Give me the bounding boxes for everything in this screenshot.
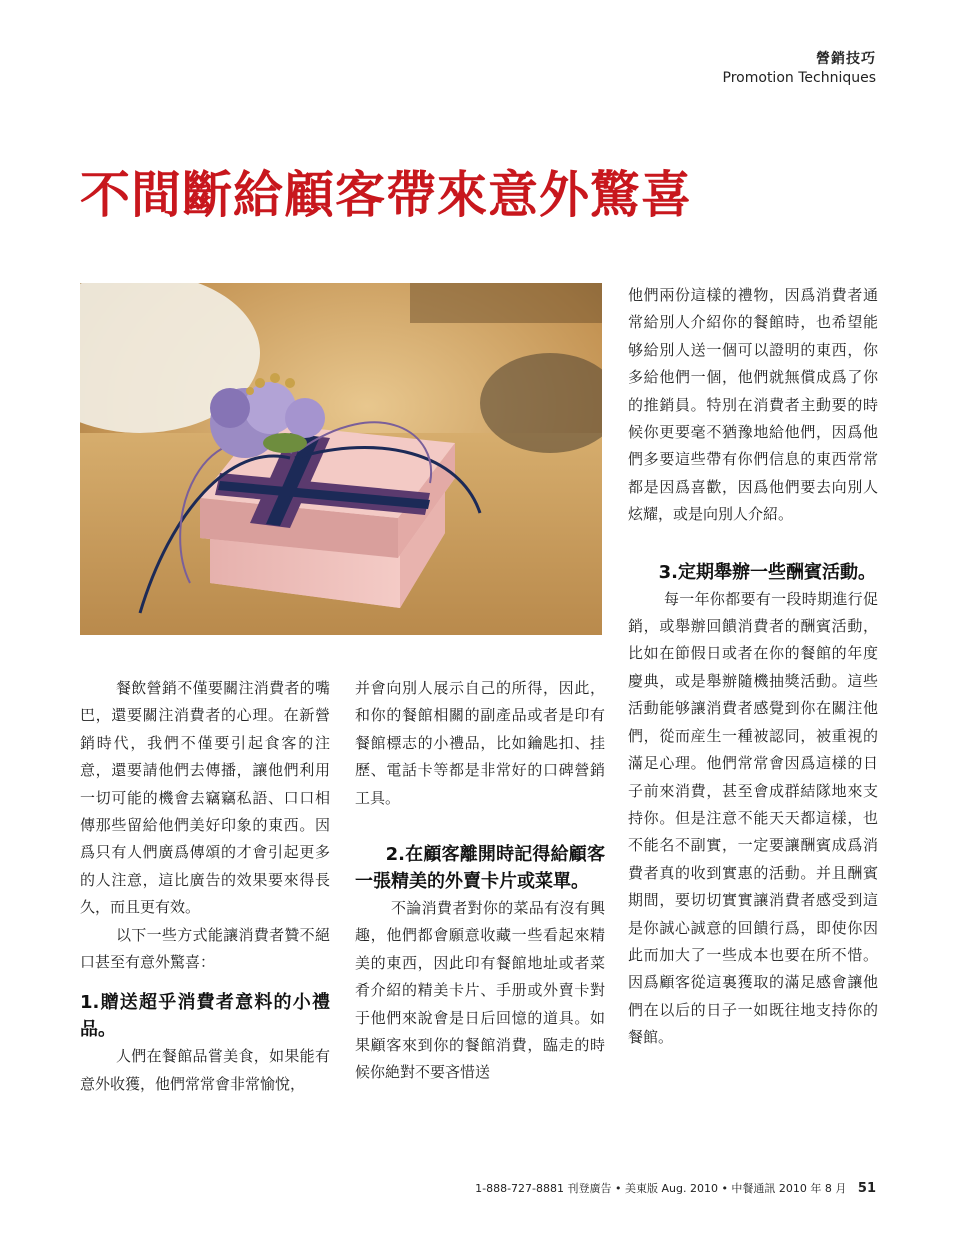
article-column-1 [80, 675, 330, 1098]
article-column-3 [628, 282, 878, 1052]
footer-text: 1-888-727-8881 刊登廣告 • 美東版 Aug. 2010 • 中餐通訊 2010 年 8 月 [475, 1182, 847, 1195]
section-label-english: Promotion Techniques [722, 70, 876, 86]
subheading-2: 2.在顧客離開時記得給顧客一張精美的外賣卡片或菜單。 [355, 844, 605, 893]
subheading-1: 1.贈送超乎消費者意料的小禮品。 [80, 992, 330, 1041]
article-title: 不間斷給顧客帶來意外驚喜 [80, 165, 692, 224]
paragraph: 不論消費者對你的菜品有沒有興趣，他們都會願意收藏一些看起來精美的東西，因此印有餐館地址或者菜肴介紹的精美卡片、手册或外賣卡對于他們來說會是日后回憶的道具。如果顧客來到你的餐館消費，臨走的時候你絶對不要吝惜送 [355, 899, 605, 1082]
gift-box-photo [80, 283, 602, 635]
section-label [723, 50, 876, 88]
subheading-3: 3.定期舉辦一些酬賓活動。 [658, 561, 876, 583]
section-label-chinese: 營銷技巧 [816, 51, 876, 67]
article-column-2 [355, 675, 605, 1087]
paragraph: 他們兩份這樣的禮物，因爲消費者通常給別人介紹你的餐館時，也希望能够給別人送一個可以證明的東西，你多給他們一個，他們就無償成爲了你的推銷員。特別在消費者主動要的時候你更要毫不猶豫地給他們，因爲他們多要這些帶有你們信息的東西常常都是因爲喜歡，因爲他們要去向別人炫耀，或是向別人介紹。 [628, 286, 878, 524]
page-number: 51 [857, 1181, 876, 1196]
paragraph: 每一年你都要有一段時期進行促銷，或舉辦回饋消費者的酬賓活動，比如在節假日或者在你的餐館的年度慶典，或是舉辦隨機抽獎活動。這些活動能够讓消費者感覺到你在關注他們，從而産生一種被認同，被重視的滿足心理。他們常常會因爲這樣的日子前來消費，甚至會成群結隊地來支持你。但是注意不能天天都這樣，也不能名不副實，一定要讓酬賓成爲消費者真的收到實惠的活動。并且酬賓期間，要切切實實讓消費者感受到這是你誠心誠意的回饋行爲，即使你因此而加大了一些成本也要在所不惜。因爲顧客從這裏獲取的滿足感會讓他們在以后的日子一如既往地支持你的餐館。 [628, 589, 878, 1047]
paragraph: 以下一些方式能讓消費者贊不絕口甚至有意外驚喜： [80, 925, 330, 972]
paragraph: 餐飲營銷不僅要關注消費者的嘴巴，還要關注消費者的心理。在新營銷時代，我們不僅要引起食客的注意，還要請他們去傳播，讓他們利用一切可能的機會去竊竊私語、口口相傳那些留給他們美好印象的東西。因爲只有人們廣爲傳頌的才會引起更多的人注意，這比廣告的效果要來得長久，而且更有效。 [80, 679, 330, 917]
paragraph: 并會向別人展示自己的所得，因此，和你的餐館相關的副產品或者是印有餐館標志的小禮品，比如鑰匙扣、挂歷、電話卡等都是非常好的口碑營銷工具。 [355, 679, 605, 807]
paragraph: 人們在餐館品嘗美食，如果能有意外收獲，他們常常會非常愉悅， [80, 1047, 330, 1093]
gift-box-illustration [80, 283, 602, 635]
page-footer [475, 1180, 876, 1196]
